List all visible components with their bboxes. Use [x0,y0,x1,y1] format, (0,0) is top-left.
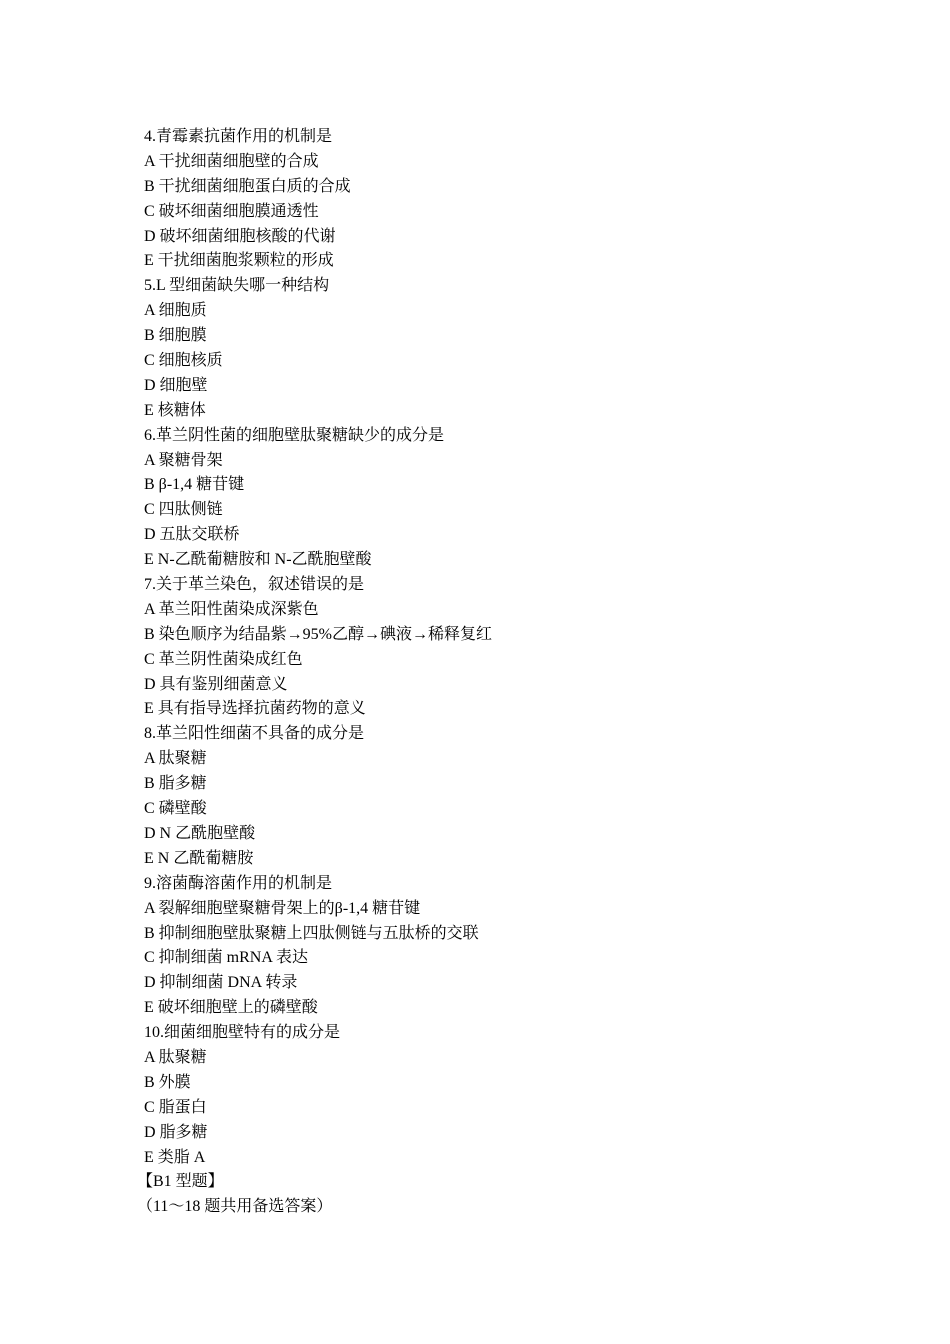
question-stem: 4.青霉素抗菌作用的机制是 [144,128,333,145]
option-b: B 细胞膜 [144,327,207,345]
question-5 [144,274,904,423]
option-a: A 肽聚糖 [144,1048,207,1066]
option-b: B 干扰细菌细胞蛋白质的合成 [144,177,351,195]
option-e: E 类脂 A [144,1148,206,1166]
option-b: B 染色顺序为结晶紫→95%乙醇→碘液→稀释复红 [144,625,493,643]
question-9 [144,872,904,1021]
section-note: （11～18 题共用备选答案） [137,1198,333,1216]
question-stem: 8.革兰阳性细菌不具备的成分是 [144,725,365,743]
option-b: B β-1,4 糖苷键 [144,476,245,494]
option-c: C 抑制细菌 mRNA 表达 [144,949,309,967]
option-d: D N 乙酰胞壁酸 [144,824,256,842]
option-b: B 抑制细胞壁肽聚糖上四肽侧链与五肽桥的交联 [144,924,479,942]
question-10 [144,1021,904,1170]
option-e: E 具有指导选择抗菌药物的意义 [144,700,366,718]
question-stem: 6.革兰阴性菌的细胞壁肽聚糖缺少的成分是 [144,426,445,444]
document-page [137,125,904,1220]
option-e: E 干扰细菌胞浆颗粒的形成 [144,252,334,270]
option-d: D 细胞壁 [144,376,208,394]
option-e: E N 乙酰葡糖胺 [144,849,254,867]
question-stem: 10.细菌细胞壁特有的成分是 [144,1024,341,1042]
option-b: B 脂多糖 [144,775,207,793]
option-c: C 革兰阴性菌染成红色 [144,650,303,668]
option-d: D 具有鉴别细菌意义 [144,675,288,693]
question-8 [144,722,904,871]
option-b: B 外膜 [144,1073,191,1091]
question-stem: 5.L 型细菌缺失哪一种结构 [144,277,330,295]
option-d: D 五肽交联桥 [144,526,240,544]
option-a: A 裂解细胞壁聚糖骨架上的β-1,4 糖苷键 [144,899,421,917]
question-7 [144,573,904,722]
option-c: C 磷壁酸 [144,800,207,818]
question-stem: 9.溶菌酶溶菌作用的机制是 [144,874,333,892]
option-a: A 肽聚糖 [144,750,207,768]
option-c: C 细胞核质 [144,352,223,370]
option-a: A 细胞质 [144,302,207,320]
option-e: E N-乙酰葡糖胺和 N-乙酰胞壁酸 [144,551,372,569]
option-c: C 四肽侧链 [144,501,223,519]
option-a: A 干扰细菌细胞壁的合成 [144,152,319,170]
question-4 [144,125,904,274]
option-d: D 脂多糖 [144,1123,208,1141]
option-e: E 核糖体 [144,401,206,419]
question-6 [144,424,904,573]
option-e: E 破坏细胞壁上的磷壁酸 [144,999,318,1017]
option-a: A 聚糖骨架 [144,451,223,469]
option-a: A 革兰阳性菌染成深紫色 [144,600,319,618]
question-stem: 7.关于革兰染色，叙述错误的是 [144,576,365,594]
section-title: 【B1 型题】 [137,1173,224,1191]
option-c: C 脂蛋白 [144,1098,207,1116]
option-d: D 抑制细菌 DNA 转录 [144,974,298,992]
option-c: C 破坏细菌细胞膜通透性 [144,202,319,220]
option-d: D 破坏细菌细胞核酸的代谢 [144,227,336,245]
